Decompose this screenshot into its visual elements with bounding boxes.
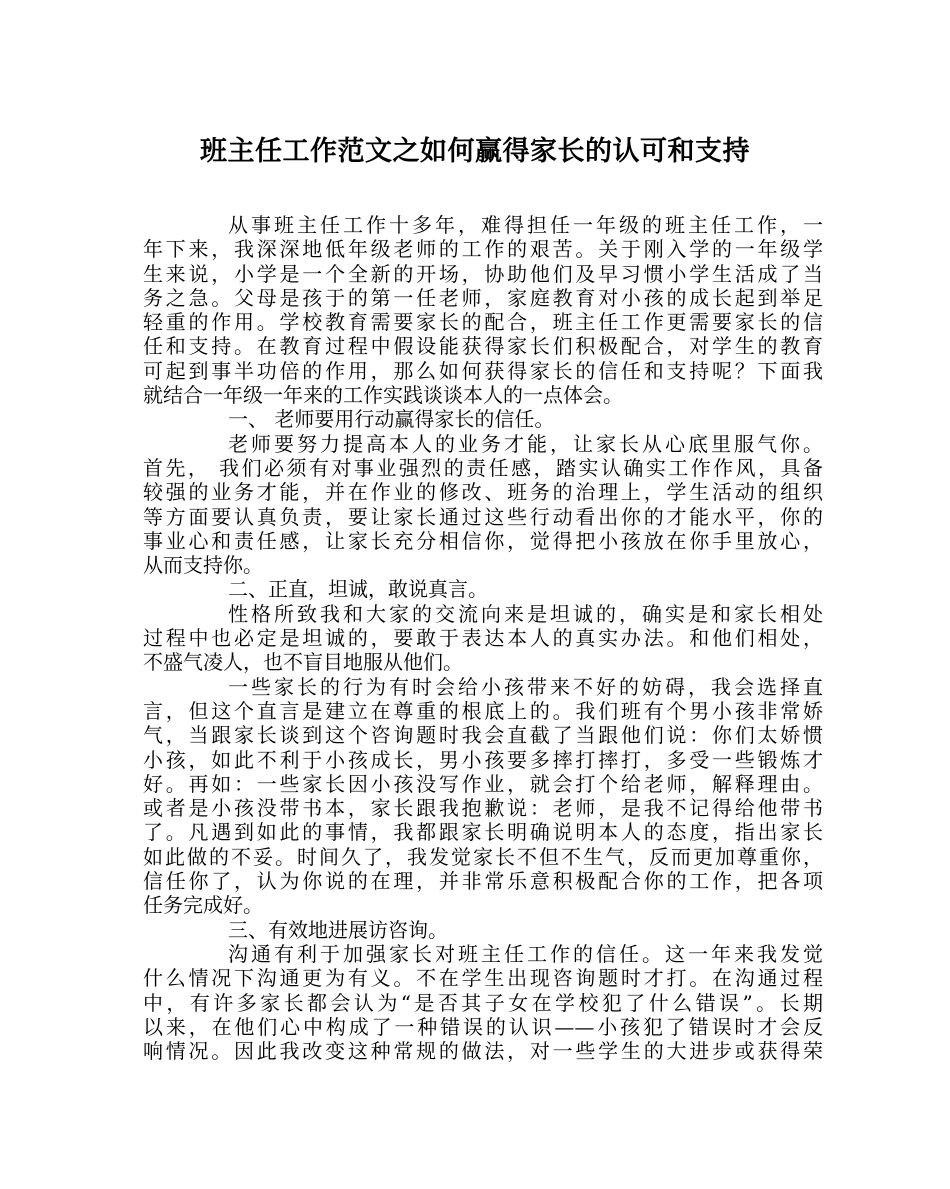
body-text-line: 好。再如：一些家长因小孩没写作业，就会打个给老师，解释理由。	[143, 771, 823, 796]
body-text-line: 首先， 我们必须有对事业强烈的责任感，踏实认确实工作作风，具备	[143, 455, 823, 480]
body-text-line: 从而支持你。	[143, 553, 263, 578]
body-text-line: 性格所致我和大家的交流向来是坦诚的，确实是和家长相处	[228, 601, 823, 626]
body-text-line: 任和支持。在教育过程中假设能获得家长们积极配合，对学生的教育	[143, 334, 823, 359]
body-text-line: 以来，在他们心中构成了一种错误的认识——小孩犯了错误时才会反	[143, 1014, 823, 1039]
body-text-line: 中，有许多家长都会认为“是否其子女在学校犯了什么错误”。长期	[143, 990, 823, 1015]
document-title: 班主任工作范文之如何赢得家长的认可和支持	[200, 136, 750, 167]
body-text-line: 过程中也必定是坦诚的，要敢于表达本人的真实办法。和他们相处，	[143, 626, 823, 651]
body-text-line: 从事班主任工作十多年，难得担任一年级的班主任工作，一	[228, 213, 823, 237]
body-text-line: 不盛气凌人，也不盲目地服从他们。	[143, 650, 463, 675]
body-text-line: 三、有效地进展访咨询。	[228, 917, 448, 942]
body-text-line: 年下来，我深深地低年级老师的工作的艰苦。关于刚入学的一年级学	[143, 237, 823, 262]
body-text-line: 沟通有利于加强家长对班主任工作的信任。这一年来我发觉	[228, 941, 823, 966]
document-body	[143, 213, 823, 1063]
body-text-line: 二、正直，坦诚，敢说真言。	[228, 577, 488, 602]
body-text-line: 一、 老师要用行动赢得家长的信任。	[228, 407, 555, 432]
body-text-line: 什么情况下沟通更为有义。不在学生出现咨询题时才打。在沟通过程	[143, 966, 823, 991]
body-text-line: 事业心和责任感，让家长充分相信你，觉得把小孩放在你手里放心，	[143, 528, 823, 553]
body-text-line: 任务完成好。	[143, 893, 263, 918]
body-text-line: 言，但这个直言是建立在尊重的根底上的。我们班有个男小孩非常娇	[143, 698, 823, 723]
body-text-line: 轻重的作用。学校教育需要家长的配合，班主任工作更需要家长的信	[143, 310, 823, 335]
body-text-line: 气，当跟家长谈到这个咨询题时我会直截了当跟他们说：你们太娇惯	[143, 723, 823, 748]
body-text-line: 就结合一年级一年来的工作实践谈谈本人的一点体会。	[143, 383, 623, 408]
body-text-line: 或者是小孩没带书本，家长跟我抱歉说：老师，是我不记得给他带书	[143, 796, 823, 821]
body-text-line: 务之急。父母是孩于的第一任老师，家庭教育对小孩的成长起到举足	[143, 285, 823, 310]
body-text-line: 老师要努力提高本人的业务才能，让家长从心底里服气你。	[228, 431, 823, 456]
body-text-line: 等方面要认真负责，要让家长通过这些行动看出你的才能水平，你的	[143, 504, 823, 529]
body-text-line: 小孩，如此不利于小孩成长，男小孩要多摔打摔打，多受一些锻炼才	[143, 747, 823, 772]
body-text-line: 响情况。因此我改变这种常规的做法，对一些学生的大进步或获得荣	[143, 1039, 823, 1064]
body-text-line: 较强的业务才能，并在作业的修改、班务的治理上，学生活动的组织	[143, 480, 823, 505]
body-text-line: 如此做的不妥。时间久了，我发觉家长不但不生气，反而更加尊重你，	[143, 844, 823, 869]
body-text-line: 可起到事半功倍的作用，那么如何获得家长的信任和支持呢？下面我	[143, 358, 823, 383]
body-text-line: 了。凡遇到如此的事情，我都跟家长明确说明本人的态度，指出家长	[143, 820, 823, 845]
body-text-line: 信任你了，认为你说的在理，并非常乐意积极配合你的工作，把各项	[143, 869, 823, 894]
body-text-line: 生来说，小学是一个全新的开场，协助他们及早习惯小学生活成了当	[143, 261, 823, 286]
body-text-line: 一些家长的行为有时会给小孩带来不好的妨碍，我会选择直	[228, 674, 823, 699]
